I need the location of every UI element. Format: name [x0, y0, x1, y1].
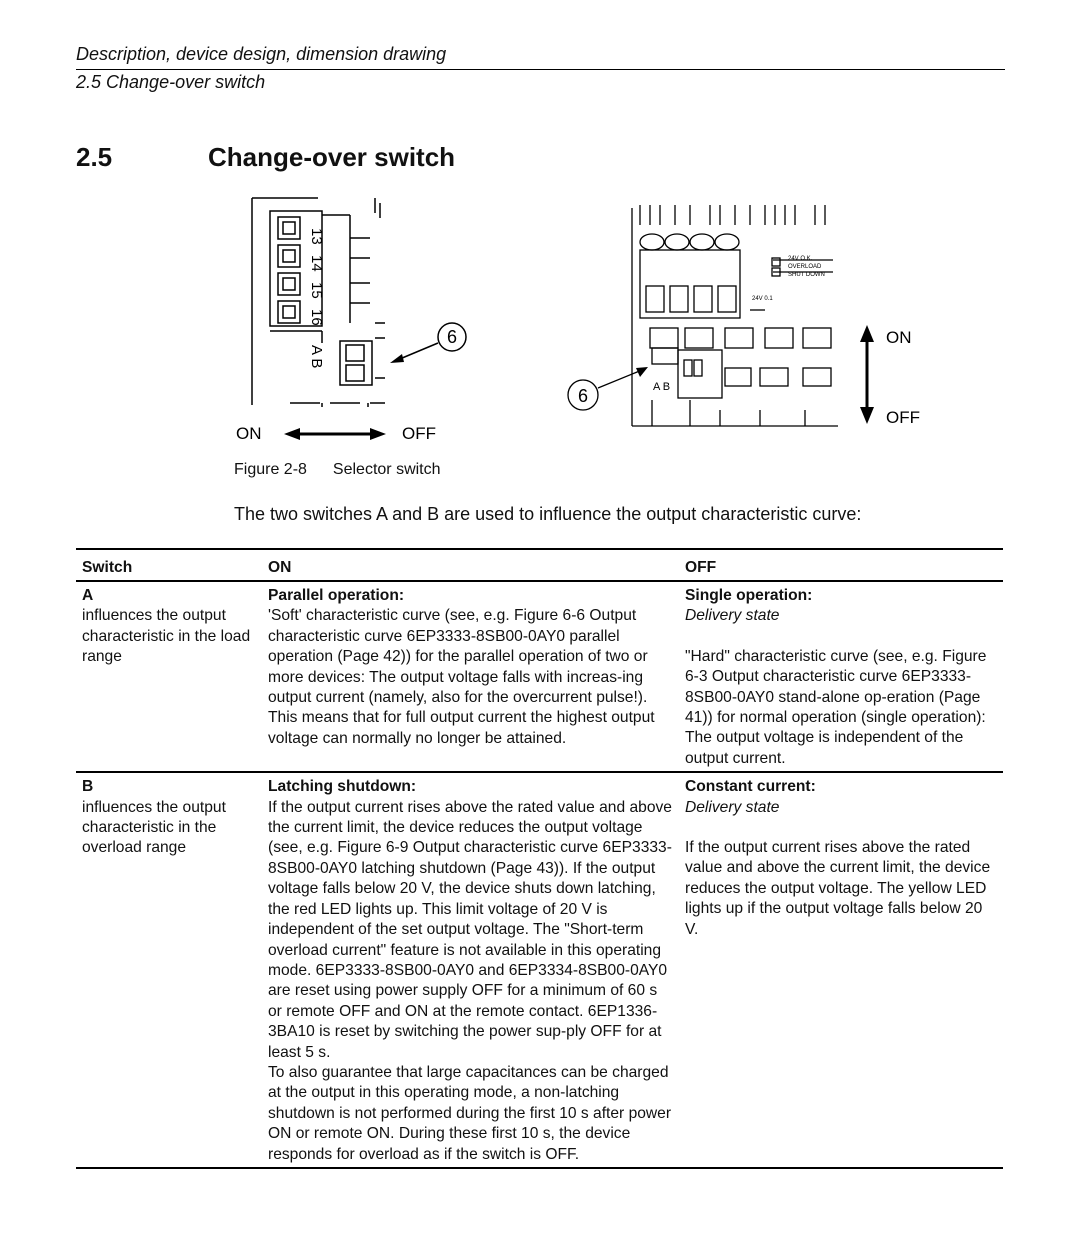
switch-name: A	[82, 587, 94, 604]
on-text-continued: This means that for full output current the highest output voltage can normally no longer be attained.	[268, 709, 655, 747]
off-text: "Hard" characteristic curve (see, e.g. Figure 6-3 Output characteristic curve 6EP3333-8SB00-0AY0 stand-alone op-eration (Page 41)) for normal operation (single operation): The output voltage is independent of the output current.	[685, 647, 987, 767]
svg-text:SHUT DOWN: SHUT DOWN	[788, 272, 825, 278]
figure-caption	[234, 461, 467, 479]
section-number: 2.5	[76, 142, 113, 172]
terminal-label-16: 16	[308, 309, 325, 326]
column-header-off: OFF	[685, 559, 717, 576]
running-header-chapter: Description, device design, dimension drawing	[76, 44, 447, 64]
running-header-section: 2.5 Change-over switch	[76, 72, 266, 92]
on-off-vertical-arrow-icon	[860, 325, 874, 424]
off-delivery-state: Delivery state	[685, 607, 780, 625]
svg-text:OVERLOAD: OVERLOAD	[788, 264, 822, 270]
on-title: Parallel operation:	[268, 587, 405, 604]
figure-caption-number: Figure 2-8	[234, 461, 307, 478]
off-delivery-state: Delivery state	[685, 798, 780, 816]
terminal-label-13: 13	[308, 228, 325, 245]
on-off-double-arrow-icon	[284, 428, 386, 440]
on-cell	[262, 581, 679, 772]
off-cell	[679, 772, 1003, 1168]
off-cell	[679, 581, 1003, 772]
switch-description: influences the output characteristic in the load range	[82, 607, 251, 666]
off-label-right: OFF	[886, 408, 920, 427]
header-rule	[76, 69, 1005, 70]
switch-ab-label-right: A B	[653, 381, 671, 393]
off-label-left: OFF	[402, 424, 436, 443]
on-cell	[262, 772, 679, 1168]
callout-6-right: 6	[577, 386, 589, 406]
svg-text:24V O.K.: 24V O.K.	[788, 256, 813, 262]
table-row	[76, 581, 1003, 772]
switch-ab-label: A B	[308, 345, 325, 369]
figure-right-device-drawing	[560, 200, 940, 435]
on-title: Latching shutdown:	[268, 778, 417, 796]
switch-name: B	[82, 778, 94, 796]
svg-text:24V 0.1: 24V 0.1	[752, 296, 773, 302]
on-label-left: ON	[236, 424, 262, 443]
on-text-continued: To also guarantee that large capacitances can be charged at the output in this operating mode, a non-latching shutdown is not performed during the first 10 s after power ON or remote ON. During these first 10 s, the device responds for overload as if the switch is OFF.	[268, 1063, 672, 1163]
terminal-label-15: 15	[308, 282, 325, 299]
intro-paragraph: The two switches A and B are used to influence the output characteristic curve:	[234, 504, 862, 524]
table-header-row	[76, 549, 1003, 581]
figure-left-terminal-drawing	[230, 193, 480, 448]
switch-cell	[76, 772, 262, 1168]
switch-cell	[76, 581, 262, 772]
table-row	[76, 772, 1003, 1168]
on-text: If the output current rises above the rated value and above the current limit, the device reduces the output voltage (see, e.g. Figure 6-9 Output characteristic curve 6EP3333-8SB00-0AY0 latching shutdown (Page 43)). If the output voltage falls below 20 V, the device shuts down latching, the red LED lights up. This limit voltage of 20 V is independent of the set output voltage. The "Short-term overload current" feature is not available in this operating mode. 6EP3333-8SB00-0AY0 and 6EP3334-8SB00-0AY0 are reset using power supply OFF for a minimum of 60 s or remote OFF and ON at the remote contact. 6EP1336-3BA10 is reset by switching the power sup-ply OFF for at least 5 s.	[268, 798, 672, 1061]
off-text: If the output current rises above the rated value and above the current limit, the device reduces the output voltage. The yellow LED lights up if the output voltage falls below 20 V.	[685, 839, 991, 938]
off-title: Constant current:	[685, 778, 816, 796]
switch-settings-table	[76, 548, 1003, 1169]
section-title: Change-over switch	[208, 142, 456, 172]
callout-6-left: 6	[446, 327, 458, 347]
figure-caption-text: Selector switch	[332, 461, 441, 478]
column-header-on: ON	[268, 559, 292, 576]
column-header-switch: Switch	[82, 559, 133, 576]
terminal-label-14: 14	[308, 255, 325, 272]
switch-description: influences the output characteristic in the overload range	[82, 798, 226, 857]
on-label-right: ON	[886, 328, 912, 347]
on-text: 'Soft' characteristic curve (see, e.g. Figure 6-6 Output characteristic curve 6EP3333-8SB00-0AY0 parallel operation (Page 42)) for the parallel operation of two or more devices: The output voltage falls with increas-ing output current (namely, also for the overcurrent pulse!).	[268, 607, 648, 707]
off-title: Single operation:	[685, 587, 813, 604]
